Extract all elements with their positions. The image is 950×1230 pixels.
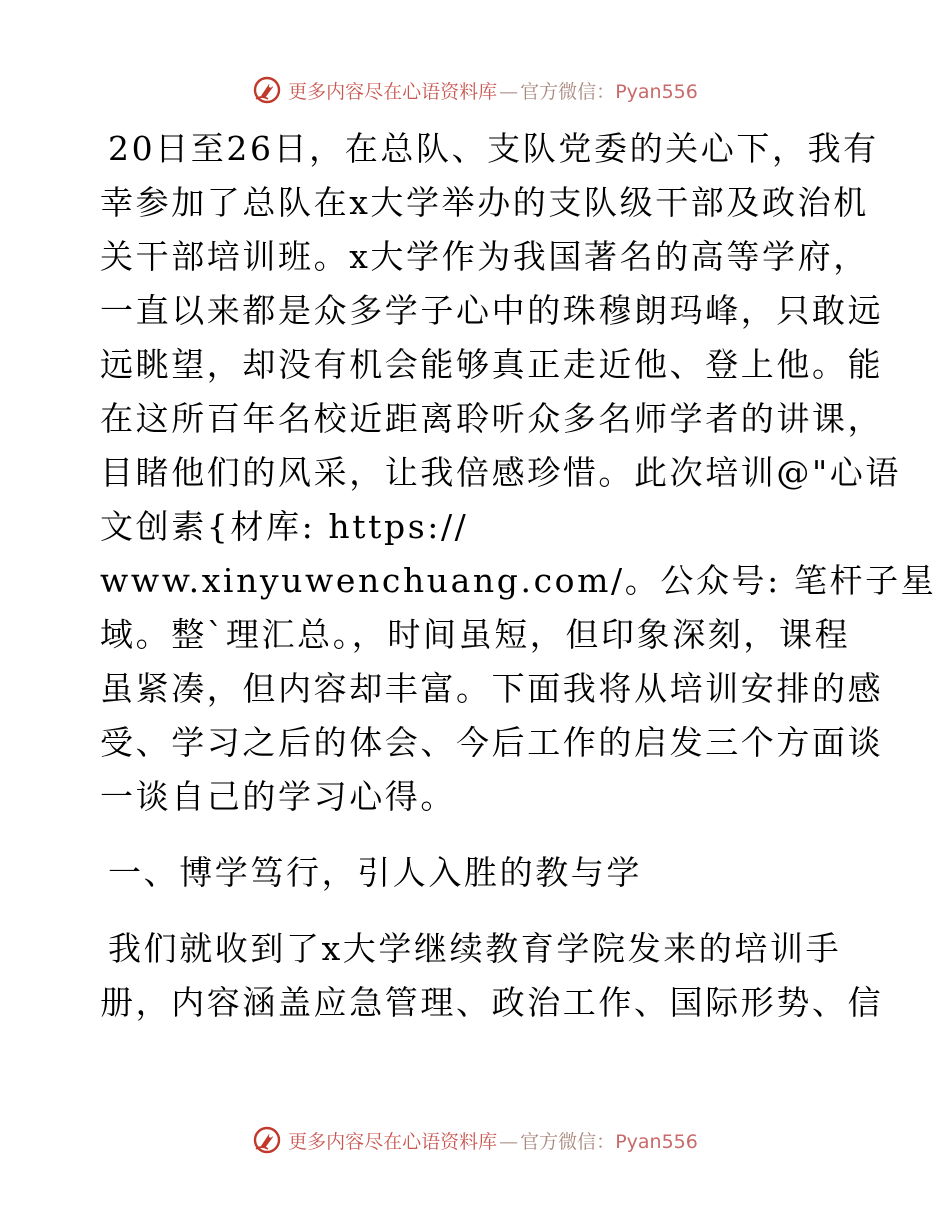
paragraph-2-line: 我们就收到了x大学继续教育学院发来的培训手 [108, 929, 842, 968]
pen-nib-logo-icon [252, 1125, 282, 1155]
pen-nib-logo-icon [252, 75, 282, 105]
paragraph-1-line: 文创素{材库: https:// [100, 507, 469, 546]
paragraph-1-line: 在这所百年名校近距离聆听众多名师学者的讲课， [100, 399, 884, 438]
paragraph-1-line: 虽紧凑，但内容却丰富。下面我将从培训安排的感 [100, 669, 884, 708]
paragraph-gap [100, 824, 850, 846]
header-banner-brand: 更多内容尽在心语资料库 [288, 80, 498, 103]
header-banner-label: 官方微信： [520, 80, 616, 103]
header-banner-wechat-id: Pyan556 [615, 80, 698, 103]
footer-banner-dash: — [499, 1130, 519, 1153]
document-body [100, 122, 937, 1030]
paragraph-2-line: 册，内容涵盖应急管理、政治工作、国际形势、信 [100, 983, 884, 1022]
paragraph-1-line: 域。整`理汇总。，时间虽短，但印象深刻，课程 [100, 615, 851, 654]
paragraph-1-line: 一谈自己的学习心得。 [100, 777, 456, 816]
paragraph-1-line: www.xinyuwenchuang.com/。公众号: 笔杆子星 [100, 561, 937, 600]
header-banner-dash: — [499, 80, 519, 103]
footer-banner [0, 1120, 950, 1160]
paragraph-1-line: 幸参加了总队在x大学举办的支队级干部及政治机 [100, 183, 869, 222]
paragraph-1-line: 目睹他们的风采，让我倍感珍惜。此次培训@"心语 [100, 453, 901, 492]
paragraph-1-line: 关干部培训班。x大学作为我国著名的高等学府， [100, 237, 869, 276]
paragraph-gap [100, 900, 850, 922]
footer-banner-label: 官方微信： [520, 1130, 616, 1153]
header-banner-text [288, 77, 698, 104]
paragraph-1-line: 20日至26日，在总队、支队党委的关心下，我有 [108, 129, 879, 168]
footer-banner-brand: 更多内容尽在心语资料库 [288, 1130, 498, 1153]
paragraph-1-line: 一直以来都是众多学子心中的珠穆朗玛峰，只敢远 [100, 291, 884, 330]
footer-banner-text [288, 1127, 698, 1154]
footer-banner-wechat-id: Pyan556 [615, 1130, 698, 1153]
paragraph-1-line: 受、学习之后的体会、今后工作的启发三个方面谈 [100, 723, 884, 762]
paragraph-1-line: 远眺望，却没有机会能够真正走近他、登上他。能 [100, 345, 884, 384]
header-banner [0, 70, 950, 110]
section-heading: 一、博学笃行，引人入胜的教与学 [108, 853, 642, 892]
